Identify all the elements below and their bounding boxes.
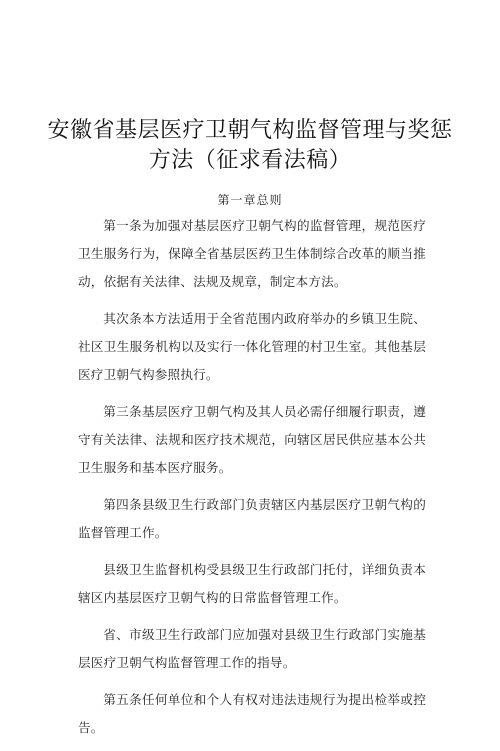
paragraph-article-1: 第一条为加强对基层医疗卫朝气构的监督管理，规范医疗卫生服务行为，保障全省基层医药卫生体制综合改革的顺当推动，依据有关法律、法规及规章，制定本方法。 bbox=[78, 218, 426, 289]
paragraph-provincial-guidance: 省、市级卫生行政部门应加强对县级卫生行政部门实施基层医疗卫朝气构监督管理工作的指导。 bbox=[78, 627, 426, 670]
paragraph-article-5: 第五条任何单位和个人有权对违法违规行为提出检举或控告。 bbox=[78, 692, 426, 735]
chapter-heading: 第一章总则 bbox=[217, 193, 283, 207]
document-body bbox=[78, 212, 426, 751]
paragraph-article-2: 其次条本方法适用于全省范围内政府举办的乡镇卫生院、社区卫生服务机构以及实行一体化管理的村卫生室。其他基层医疗卫朝气构参照执行。 bbox=[78, 311, 426, 382]
document-title-line-2: 方法（征求看法稿） bbox=[148, 148, 352, 173]
document-title-line-1: 安徽省基层医疗卫朝气构监督管理与奖惩 bbox=[47, 118, 453, 143]
paragraph-article-3: 第三条基层医疗卫朝气构及其人员必需仔细履行职责，遵守有关法律、法规和医疗技术规范，向辖区居民供应基本公共卫生服务和基本医疗服务。 bbox=[78, 404, 426, 475]
paragraph-article-4: 第四条县级卫生行政部门负责辖区内基层医疗卫朝气构的监督管理工作。 bbox=[78, 497, 426, 540]
paragraph-county-supervision: 县级卫生监督机构受县级卫生行政部门托付，详细负责本辖区内基层医疗卫朝气构的日常监督管理工作。 bbox=[78, 562, 426, 605]
